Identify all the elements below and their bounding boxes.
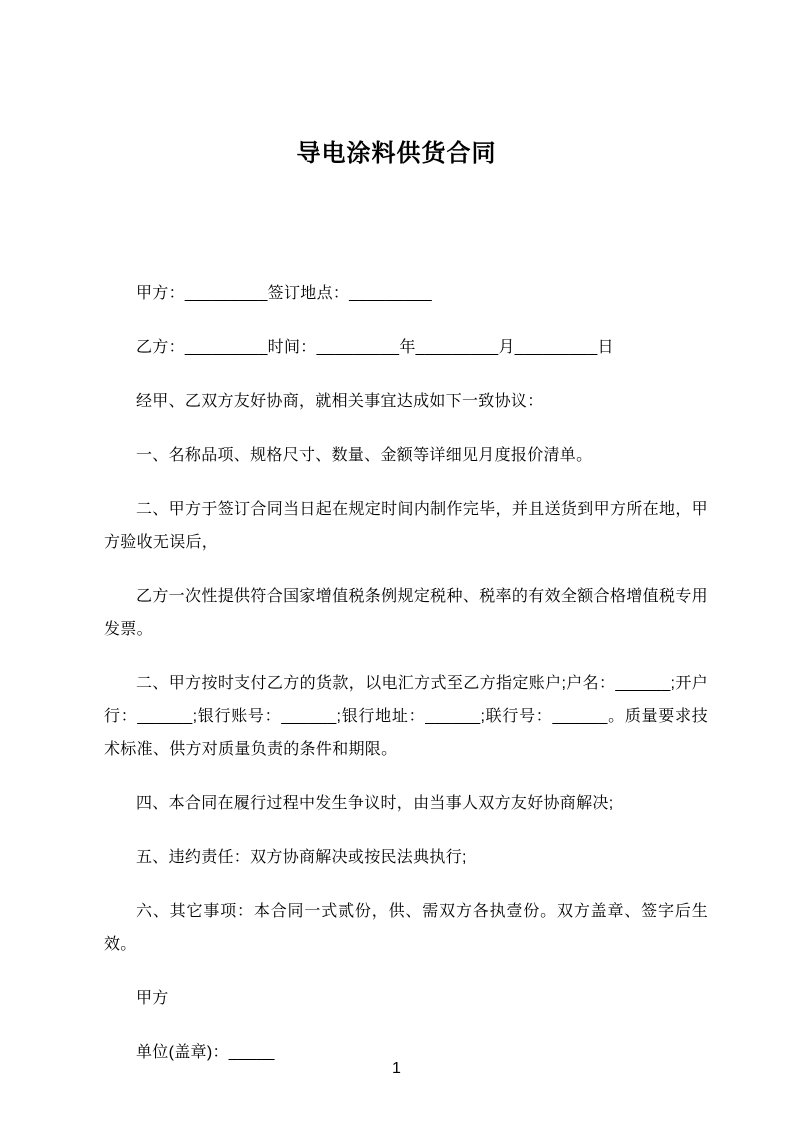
clause-4-dispute: 四、本合同在履行过程中发生争议时，由当事人双方友好协商解决;: [136, 795, 614, 812]
clause-invoice: 乙方一次性提供符合国家增值税条例规定税种、税率的有效全额合格增值税专用发票。: [104, 588, 708, 638]
signature-unit-seal-line: 单位(盖章)：_____: [136, 1044, 275, 1061]
clause-2-delivery: 二、甲方于签订合同当日起在规定时间内制作完毕，并且送货到甲方所在地，甲方验收无误后，: [104, 501, 708, 551]
preamble-paragraph: 经甲、乙双方友好协商，就相关事宜达成如下一致协议：: [136, 393, 544, 410]
clause-6-miscellaneous: 六、其它事项：本合同一式贰份，供、需双方各执壹份。双方盖章、签字后生效。: [104, 903, 708, 953]
clause-payment-bank-details: 二、甲方按时支付乙方的货款，以电汇方式至乙方指定账户;户名：______;开户行：______;银行账号：______;银行地址：______;联行号：______。质量要求技术标准、供方对质量负责的条件和期限。: [104, 675, 708, 758]
document-title: 导电涂料供货合同: [296, 140, 497, 167]
party-b-date-line: 乙方：_________时间：_________年_________月_________日: [136, 339, 614, 356]
signature-party-a-label: 甲方: [136, 990, 169, 1007]
clause-5-liability: 五、违约责任：双方协商解决或按民法典执行;: [136, 849, 467, 866]
document-body: [104, 277, 708, 1069]
clause-1-items: 一、名称品项、规格尺寸、数量、金额等详细见月度报价清单。: [136, 447, 593, 464]
party-a-signing-place-line: 甲方：_________签订地点：_________: [136, 285, 432, 302]
page-number: 1: [392, 1060, 401, 1077]
